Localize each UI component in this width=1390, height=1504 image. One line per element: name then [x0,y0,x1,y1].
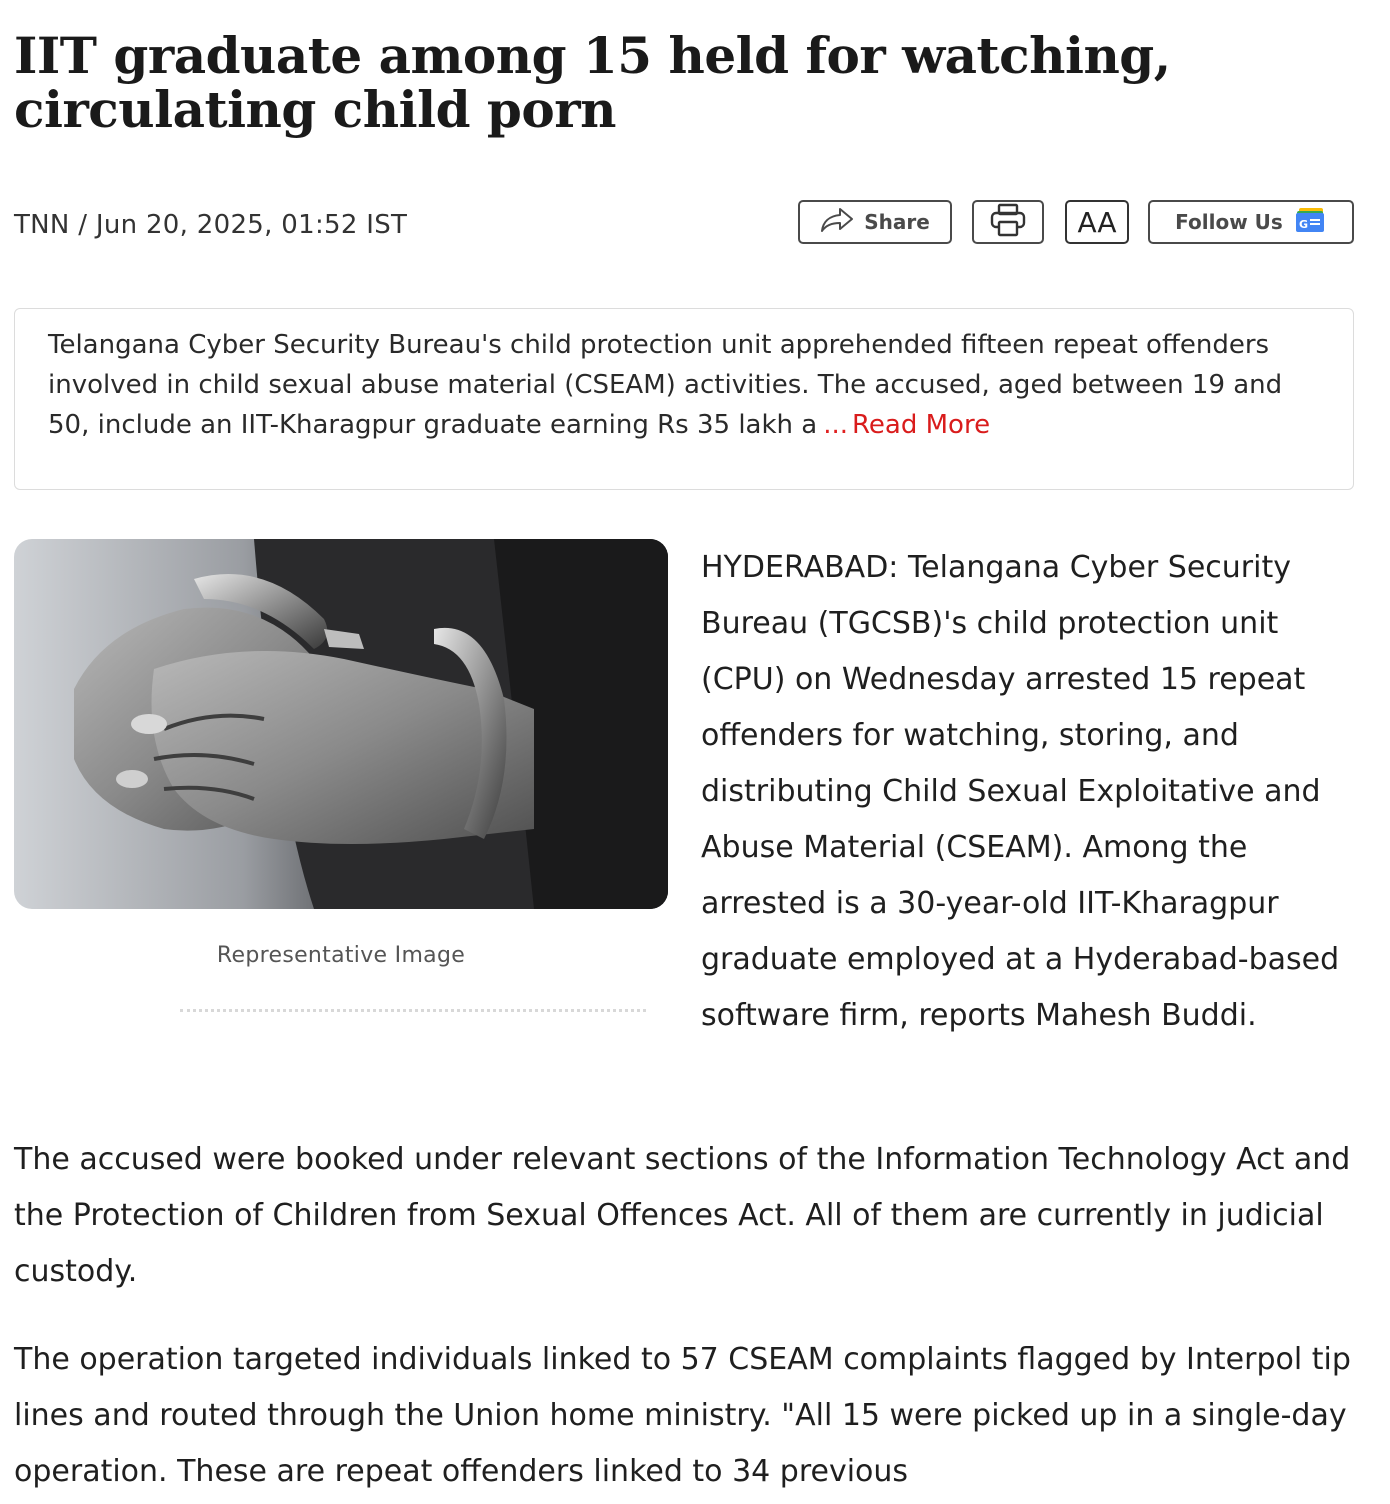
share-button[interactable] [798,200,952,244]
print-button[interactable] [972,200,1044,244]
article-page [14,0,1354,1489]
article-lede: HYDERABAD: Telangana Cyber Security Bureau (TGCSB)'s child protection unit (CPU) on Wednesday arrested 15 repeat offenders for watching, storing, and distributing Child Sexual Exploitative and Abuse Material (CSEAM). Among the arrested is a 30-year-old IIT-Kharagpur graduate employed at a Hyderabad-based software firm, reports Mahesh Buddi. [701,550,1340,1033]
image-caption: Representative Image [216,943,466,968]
share-arrow-icon [820,207,864,238]
share-label: Share [864,210,930,234]
svg-text:G: G [1298,217,1308,231]
summary-text: Telangana Cyber Security Bureau's child protection unit apprehended fifteen repeat offenders involved in child sexual abuse material (CSEAM) activities. The accused, aged between 19 and 50, include an IIT-Kharagpur graduate earning Rs 35 lakh a [48,330,1283,440]
headline: IIT graduate among 15 held for watching, circulating child porn [14,26,1171,139]
google-news-icon [1295,207,1327,238]
font-size-label: AA [1077,205,1117,239]
article-paragraph: The operation targeted individuals linked to 57 CSEAM complaints flagged by Interpol tip lines and routed through the Union home ministry. "All 15 were picked up in a single-day operation. These are repeat offenders linked to 34 previous [14,1342,1351,1489]
handcuffed-hands-image [14,539,668,909]
follow-label: Follow Us [1175,210,1283,234]
read-more-link[interactable]: Read More [852,410,991,440]
follow-us-button[interactable] [1148,200,1354,244]
article-figure [14,539,668,1012]
byline: TNN / Jun 20, 2025, 01:52 IST [14,210,408,240]
font-size-button[interactable] [1065,200,1129,244]
caption-divider [180,1009,646,1012]
article-paragraph: The accused were booked under relevant sections of the Information Technology Act and the Protection of Children from Sexual Offences Act. All of them are currently in judicial custody. [14,1142,1351,1289]
meta-row [14,200,1354,248]
article-summary [14,308,1354,490]
printer-icon [989,203,1027,241]
summary-ellipsis: ... [823,410,849,440]
